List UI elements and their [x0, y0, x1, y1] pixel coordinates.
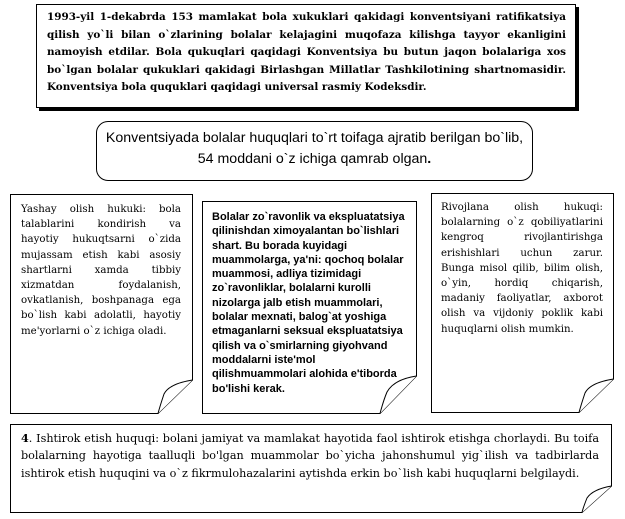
yashay-olish-huquqi-card	[10, 194, 193, 414]
summary-text: Konventsiyada bolalar huquqlari to`rt toifaga ajratib berilgan bo`lib, 54 moddani o`z ichiga qamrab olgan	[105, 130, 524, 167]
konventsiya-intro-box	[36, 4, 576, 108]
himoyalanish-huquqi-card	[202, 201, 417, 414]
ishtirok-etish-huquqi-body: . Ishtirok etish huquqi: bolani jamiyat va mamlakat hayotida faol ishtirok etishga chorlaydi. Bu toifa bolalarning hayotiga taalluqli bo'lgan muammolar bo`yicha jahonshumul yig`ilish va tadbirlarda ishtirok etish huquqini va o`z fikrmulohazalarini aytishda erkin bo`lish kabi huquqlarni belgilaydi.	[21, 432, 599, 480]
ishtirok-etish-huquqi-card	[10, 424, 612, 513]
rivojlana-olish-huquqi-card	[431, 193, 614, 413]
himoyalanish-huquqi-text: Bolalar zo`ravonlik va ekspluatatsiya qilinishdan ximoyalantan bo`lishlari shart. Bu borada kuyidagi muammolarga, ya'ni: qochoq bolalar muammosi, adliya tizimidagi zo`ravonliklar, bolalarni kurolli nizolarga jalb etish muammolari, bolalar mexnati, balog`at yoshiga etmaganlarni seksual ekspluatatsiya qilish va o`smirlarning giyohvand moddalarni iste'mol qilishmuammolari alohida e'tiborda bo'lishi kerak.	[212, 211, 405, 395]
ishtirok-etish-huquqi-text	[21, 430, 599, 482]
category-number: 4	[21, 431, 29, 445]
konventsiya-intro-text: 1993-yil 1-dekabrda 153 mamlakat bola xukuklari qakidagi konventsiyani ratifikatsiya qilish yo`li bilan o`zlarining bolalar kelajagini muqofaza kilishga tayyor ekanligini namoyish etdilar. Bola qukuqlari qaqidagi Konventsiya bu butun jaqon bolalariga xos bo`lgan bolalar qukuklari qakidagi Birlashgan Millatlar Tashkilotining shartnomasidir. Konventsiya bola ququklari qaqidagi universal rasmiy Kodeksdir.	[47, 11, 566, 94]
yashay-olish-huquqi-text: Yashay olish hukuki: bola talablarini kondirish va hayotiy hukuqtsarni o`zida mujassam etish kabi asosiy shartlarni xamda tibbiy xizmatdan foydalanish, ovkatlanish, boshpanaga ega bo`lish kabi adolatli, hayotiy me'yorlarni o`z ichiga oladi.	[21, 204, 181, 337]
rivojlana-olish-huquqi-text: Rivojlana olish hukuqi: bolalarning o`z qobiliyatlarini kengroq rivojlantirishga erishishlari uchun zarur. Bunga misol qilib, bilim olish, o`yin, hordiq chiqarish, madaniy faoliyatlar, axborot olish va vijdoniy poklik kabi huquqlarni olish mumkin.	[441, 202, 603, 335]
summary-end-mark: .	[427, 151, 432, 167]
huquq-toifalari-summary-box	[96, 121, 533, 181]
